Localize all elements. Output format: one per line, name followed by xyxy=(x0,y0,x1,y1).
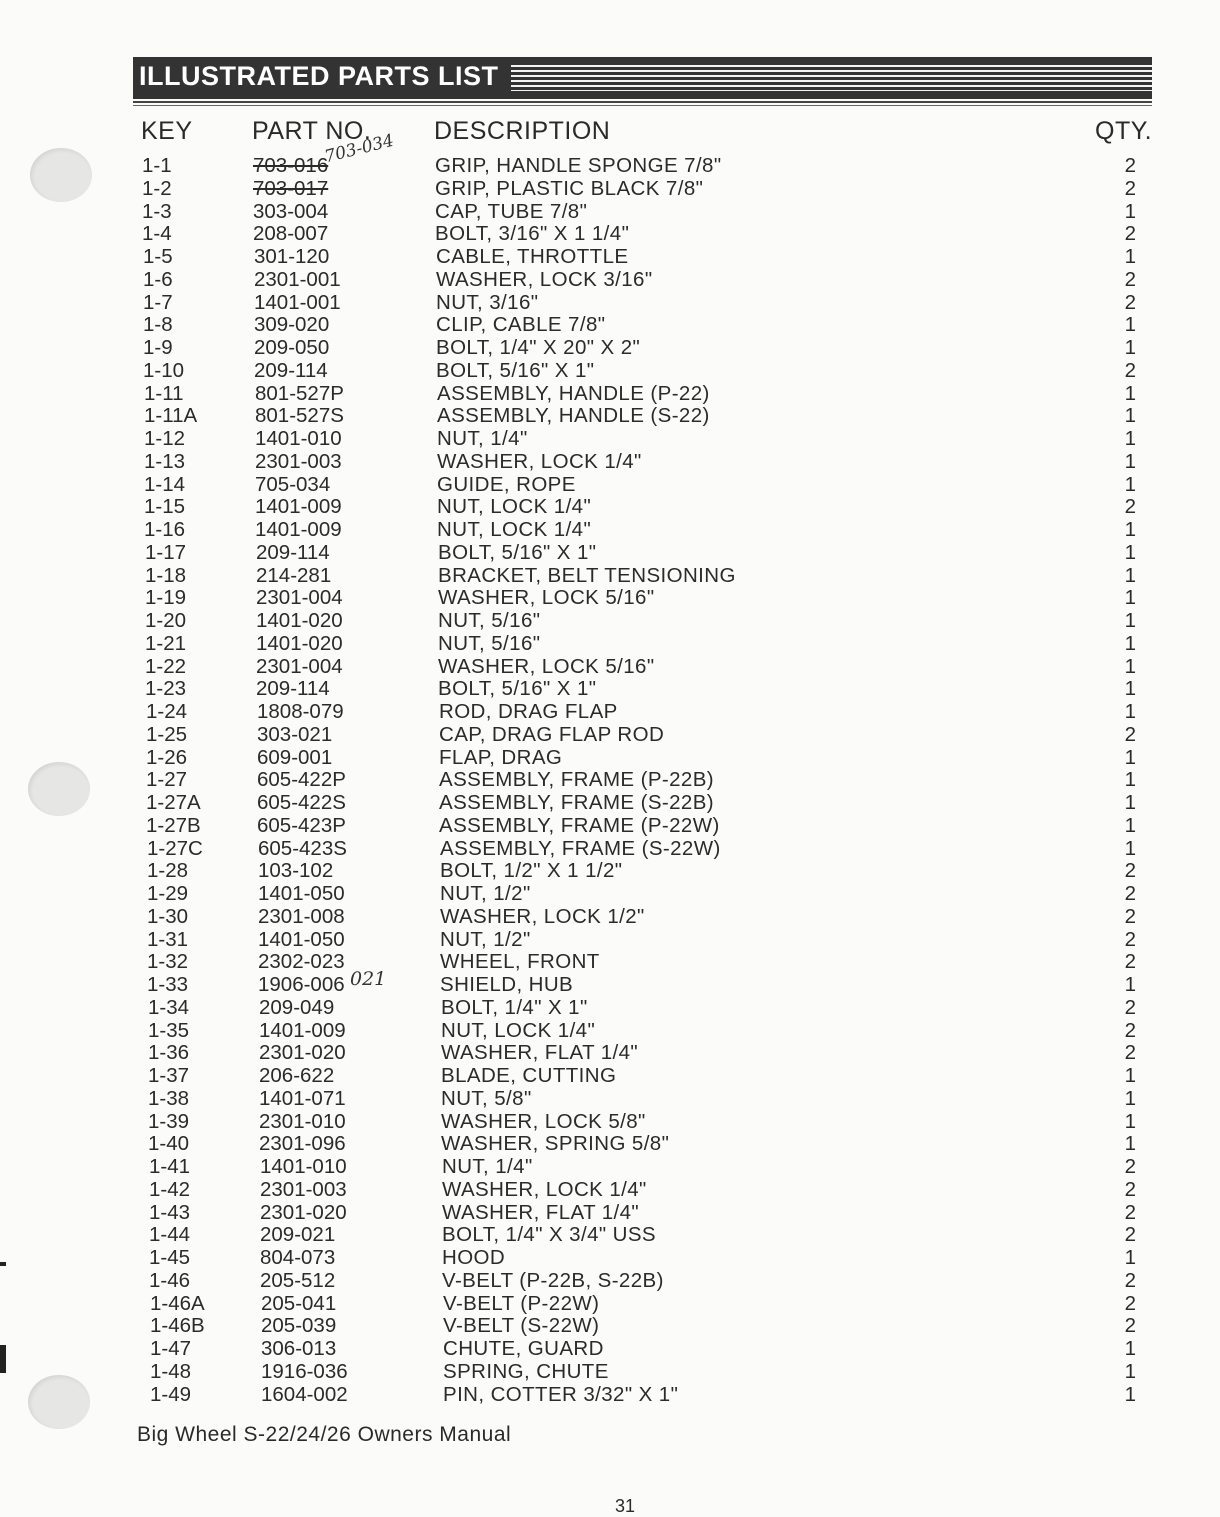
row-qty: 2 xyxy=(1124,176,1136,200)
handwritten-correction: 703-034 xyxy=(322,130,397,168)
table-row xyxy=(0,587,1220,609)
table-row xyxy=(0,1156,1220,1178)
table-row xyxy=(0,1111,1220,1133)
table-row xyxy=(0,496,1220,518)
row-qty: 1 xyxy=(1124,518,1136,541)
row-qty: 2 xyxy=(1124,1314,1136,1338)
row-part-number: 1916-036 xyxy=(261,1359,348,1383)
row-description: BOLT, 1/4" X 20" X 2" xyxy=(436,336,641,359)
row-qty: 1 xyxy=(1124,1382,1136,1406)
row-qty: 1 xyxy=(1124,631,1136,655)
row-qty: 1 xyxy=(1124,836,1136,860)
row-part-number: 205-039 xyxy=(261,1314,337,1338)
row-part-number: 306-013 xyxy=(261,1337,337,1360)
row-qty: 1 xyxy=(1124,1086,1136,1110)
row-part-number: 1604-002 xyxy=(261,1382,348,1406)
row-qty: 1 xyxy=(1124,563,1136,587)
row-description: BLADE, CUTTING xyxy=(441,1064,617,1087)
table-row xyxy=(0,1361,1220,1383)
row-part-number: 1401-010 xyxy=(255,427,342,450)
row-description: V-BELT (P-22B, S-22B) xyxy=(442,1268,664,1292)
row-description: WASHER, LOCK 3/16" xyxy=(436,267,653,291)
row-description: V-BELT (P-22W) xyxy=(443,1291,600,1315)
row-part-number: 2302-023 xyxy=(258,950,345,974)
table-row xyxy=(0,428,1220,450)
row-qty: 2 xyxy=(1124,1041,1136,1065)
row-qty: 1 xyxy=(1124,540,1136,564)
row-description: BOLT, 1/4" X 3/4" USS xyxy=(442,1223,657,1247)
row-part-number: 205-041 xyxy=(261,1291,337,1315)
row-description: NUT, 1/2" xyxy=(440,882,531,905)
row-part-number: 605-423P xyxy=(257,813,346,837)
row-part-number: 703-017 xyxy=(253,176,329,200)
row-qty: 2 xyxy=(1124,495,1136,519)
row-part-number: 801-527P xyxy=(255,381,344,405)
row-part-number: 1401-009 xyxy=(255,518,342,541)
row-description: PIN, COTTER 3/32" X 1" xyxy=(443,1382,679,1406)
row-key: 1-25 xyxy=(146,722,188,746)
row-description: CLIP, CABLE 7/8" xyxy=(436,313,606,337)
row-qty: 1 xyxy=(1124,700,1136,723)
row-qty: 2 xyxy=(1124,1177,1136,1201)
row-description: BOLT, 3/16" X 1 1/4" xyxy=(435,222,630,246)
row-description: WASHER, LOCK 5/16" xyxy=(438,654,655,678)
row-key: 1-48 xyxy=(150,1359,192,1383)
table-row xyxy=(0,565,1220,587)
row-key: 1-12 xyxy=(144,427,186,450)
row-part-number: 2301-003 xyxy=(260,1177,347,1201)
row-key: 1-2 xyxy=(142,176,172,200)
row-key: 1-27 xyxy=(146,768,188,792)
table-row xyxy=(0,542,1220,564)
row-qty: 2 xyxy=(1124,1155,1136,1178)
row-key: 1-42 xyxy=(149,1177,191,1201)
row-qty: 1 xyxy=(1124,449,1136,473)
row-part-number: 209-114 xyxy=(256,677,330,701)
row-qty: 2 xyxy=(1124,154,1136,177)
row-description: WASHER, LOCK 5/8" xyxy=(441,1109,646,1133)
table-row xyxy=(0,314,1220,336)
row-key: 1-38 xyxy=(148,1086,190,1110)
row-description: NUT, 1/2" xyxy=(440,927,531,951)
row-qty: 1 xyxy=(1124,427,1136,450)
row-qty: 1 xyxy=(1124,1132,1136,1156)
table-row xyxy=(0,656,1220,678)
column-header-part-no: PART NO. xyxy=(252,117,372,145)
row-qty: 1 xyxy=(1124,609,1136,632)
row-part-number: 303-021 xyxy=(257,722,333,746)
row-key: 1-26 xyxy=(146,745,188,769)
row-qty: 1 xyxy=(1124,313,1136,337)
row-qty: 2 xyxy=(1124,995,1136,1019)
row-key: 1-46B xyxy=(150,1314,205,1338)
row-qty: 2 xyxy=(1124,904,1136,928)
row-qty: 2 xyxy=(1124,290,1136,314)
table-row xyxy=(0,974,1220,996)
row-description: ASSEMBLY, FRAME (P-22B) xyxy=(439,768,715,792)
row-key: 1-6 xyxy=(143,267,173,291)
row-qty: 2 xyxy=(1124,1018,1136,1042)
table-row xyxy=(0,815,1220,837)
row-description: HOOD xyxy=(442,1246,506,1269)
row-part-number: 1401-010 xyxy=(260,1155,347,1178)
table-row xyxy=(0,246,1220,268)
row-description: NUT, LOCK 1/4" xyxy=(437,518,592,541)
page-number: 31 xyxy=(615,1496,636,1516)
row-key: 1-21 xyxy=(145,631,187,655)
row-qty: 1 xyxy=(1124,404,1136,428)
row-description: NUT, 5/16" xyxy=(438,631,541,655)
table-row xyxy=(0,792,1220,814)
page-title: ILLUSTRATED PARTS LIST xyxy=(139,61,499,91)
row-key: 1-9 xyxy=(143,336,173,359)
table-row xyxy=(0,929,1220,951)
table-row xyxy=(0,1133,1220,1155)
table-row xyxy=(0,223,1220,245)
row-part-number: 301-120 xyxy=(254,245,330,268)
row-description: WASHER, LOCK 1/4" xyxy=(437,449,642,473)
row-description: SHIELD, HUB xyxy=(440,973,574,996)
row-key: 1-15 xyxy=(144,495,186,519)
row-part-number: 1401-001 xyxy=(254,290,341,314)
table-row xyxy=(0,1270,1220,1292)
row-description: WASHER, FLAT 1/4" xyxy=(441,1041,639,1065)
row-description: CABLE, THROTTLE xyxy=(436,245,629,268)
row-description: BOLT, 1/2" X 1 1/2" xyxy=(440,859,623,883)
column-header-qty: QTY. xyxy=(1095,117,1153,145)
row-qty: 2 xyxy=(1124,1268,1136,1292)
row-key: 1-45 xyxy=(149,1246,191,1269)
row-description: WASHER, LOCK 1/4" xyxy=(442,1177,647,1201)
row-key: 1-13 xyxy=(144,449,186,473)
row-part-number: 303-004 xyxy=(253,199,329,223)
row-description: ASSEMBLY, FRAME (P-22W) xyxy=(439,813,720,837)
row-part-number: 705-034 xyxy=(255,472,331,496)
row-key: 1-11A xyxy=(144,404,198,428)
row-key: 1-46 xyxy=(149,1268,191,1292)
row-description: ASSEMBLY, HANDLE (S-22) xyxy=(437,404,710,428)
row-key: 1-32 xyxy=(147,950,189,974)
row-key: 1-19 xyxy=(145,586,187,610)
table-row xyxy=(0,201,1220,223)
table-row xyxy=(0,1065,1220,1087)
row-description: ROD, DRAG FLAP xyxy=(439,700,618,723)
row-qty: 1 xyxy=(1124,472,1136,496)
table-row xyxy=(0,860,1220,882)
row-key: 1-43 xyxy=(149,1200,191,1224)
row-description: BOLT, 1/4" X 1" xyxy=(441,995,588,1019)
row-part-number: 605-422P xyxy=(257,768,346,792)
table-row xyxy=(0,1338,1220,1360)
row-qty: 1 xyxy=(1124,1246,1136,1269)
table-row xyxy=(0,383,1220,405)
row-qty: 1 xyxy=(1124,336,1136,359)
table-row xyxy=(0,951,1220,973)
row-key: 1-49 xyxy=(150,1382,192,1406)
row-part-number: 1401-050 xyxy=(258,927,345,951)
row-qty: 1 xyxy=(1124,768,1136,792)
row-part-number: 1401-009 xyxy=(259,1018,346,1042)
table-row xyxy=(0,1020,1220,1042)
table-row xyxy=(0,701,1220,723)
row-key: 1-31 xyxy=(147,927,189,951)
table-row xyxy=(0,678,1220,700)
row-key: 1-41 xyxy=(149,1155,191,1178)
row-key: 1-10 xyxy=(143,358,185,382)
table-row xyxy=(0,178,1220,200)
table-row xyxy=(0,155,1220,177)
table-row xyxy=(0,474,1220,496)
table-row xyxy=(0,1293,1220,1315)
row-description: FLAP, DRAG xyxy=(439,745,563,769)
row-qty: 1 xyxy=(1124,1337,1136,1360)
row-key: 1-28 xyxy=(147,859,189,883)
row-description: CAP, DRAG FLAP ROD xyxy=(439,722,665,746)
row-key: 1-40 xyxy=(148,1132,190,1156)
table-row xyxy=(0,747,1220,769)
row-qty: 2 xyxy=(1124,882,1136,905)
row-part-number: 209-021 xyxy=(260,1223,336,1247)
row-description: GRIP, HANDLE SPONGE 7/8" xyxy=(435,154,722,177)
row-description: CAP, TUBE 7/8" xyxy=(435,199,588,223)
row-description: WASHER, LOCK 1/2" xyxy=(440,904,645,928)
row-key: 1-39 xyxy=(148,1109,190,1133)
row-qty: 2 xyxy=(1124,358,1136,382)
table-row xyxy=(0,997,1220,1019)
row-part-number: 206-622 xyxy=(259,1064,335,1087)
row-description: BOLT, 5/16" X 1" xyxy=(438,540,597,564)
row-description: BOLT, 5/16" X 1" xyxy=(436,358,595,382)
table-row xyxy=(0,269,1220,291)
row-key: 1-37 xyxy=(148,1064,190,1087)
row-part-number: 2301-001 xyxy=(254,267,341,291)
table-row xyxy=(0,360,1220,382)
row-qty: 1 xyxy=(1124,199,1136,223)
row-qty: 1 xyxy=(1124,1109,1136,1133)
handwritten-correction: 021 xyxy=(350,968,387,990)
row-part-number: 209-114 xyxy=(254,358,328,382)
table-row xyxy=(0,337,1220,359)
row-qty: 2 xyxy=(1124,267,1136,291)
row-qty: 1 xyxy=(1124,586,1136,610)
banner-stripes xyxy=(511,65,1152,91)
row-part-number: 801-527S xyxy=(255,404,344,428)
row-part-number: 1401-071 xyxy=(259,1086,346,1110)
row-key: 1-29 xyxy=(147,882,189,905)
row-description: WASHER, LOCK 5/16" xyxy=(438,586,655,610)
row-qty: 2 xyxy=(1124,927,1136,951)
row-part-number: 609-001 xyxy=(257,745,333,769)
row-description: NUT, 1/4" xyxy=(437,427,528,450)
row-part-number: 2301-004 xyxy=(256,654,343,678)
row-qty: 1 xyxy=(1124,654,1136,678)
row-part-number: 1906-006 xyxy=(258,973,345,996)
footer-title: Big Wheel S-22/24/26 Owners Manual xyxy=(137,1423,512,1446)
row-part-number: 2301-096 xyxy=(259,1132,346,1156)
row-part-number: 2301-020 xyxy=(259,1041,346,1065)
table-row xyxy=(0,724,1220,746)
row-key: 1-16 xyxy=(144,518,186,541)
row-key: 1-17 xyxy=(145,540,187,564)
row-part-number: 208-007 xyxy=(253,222,329,246)
row-qty: 1 xyxy=(1124,1064,1136,1087)
row-part-number: 703-016 xyxy=(253,154,329,177)
row-part-number: 209-049 xyxy=(259,995,335,1019)
table-row xyxy=(0,610,1220,632)
row-key: 1-36 xyxy=(148,1041,190,1065)
row-qty: 2 xyxy=(1124,1200,1136,1224)
table-row xyxy=(0,1202,1220,1224)
row-key: 1-11 xyxy=(144,381,184,405)
row-description: NUT, 5/16" xyxy=(438,609,541,632)
row-key: 1-34 xyxy=(148,995,190,1019)
row-description: NUT, 5/8" xyxy=(441,1086,532,1110)
row-key: 1-18 xyxy=(145,563,187,587)
row-key: 1-7 xyxy=(143,290,173,314)
row-qty: 1 xyxy=(1124,973,1136,996)
row-description: NUT, LOCK 1/4" xyxy=(441,1018,596,1042)
row-key: 1-20 xyxy=(145,609,187,632)
row-qty: 2 xyxy=(1124,950,1136,974)
row-key: 1-46A xyxy=(150,1291,205,1315)
row-part-number: 1808-079 xyxy=(257,700,344,723)
table-row xyxy=(0,769,1220,791)
row-qty: 1 xyxy=(1124,745,1136,769)
row-qty: 2 xyxy=(1124,1223,1136,1247)
row-key: 1-24 xyxy=(146,700,188,723)
row-key: 1-4 xyxy=(142,222,172,246)
row-part-number: 2301-020 xyxy=(260,1200,347,1224)
row-qty: 2 xyxy=(1124,722,1136,746)
row-part-number: 1401-020 xyxy=(256,631,343,655)
row-description: GUIDE, ROPE xyxy=(437,472,576,496)
row-description: ASSEMBLY, FRAME (S-22B) xyxy=(439,791,715,814)
table-row xyxy=(0,292,1220,314)
row-key: 1-30 xyxy=(147,904,189,928)
row-qty: 2 xyxy=(1124,859,1136,883)
table-row xyxy=(0,1224,1220,1246)
row-part-number: 2301-010 xyxy=(259,1109,346,1133)
row-part-number: 1401-009 xyxy=(255,495,342,519)
table-row xyxy=(0,519,1220,541)
row-description: SPRING, CHUTE xyxy=(443,1359,609,1383)
row-part-number: 209-050 xyxy=(254,336,330,359)
row-qty: 1 xyxy=(1124,1359,1136,1383)
row-description: ASSEMBLY, FRAME (S-22W) xyxy=(440,836,721,860)
row-description: NUT, 1/4" xyxy=(442,1155,533,1178)
row-qty: 1 xyxy=(1124,245,1136,268)
row-description: BOLT, 5/16" X 1" xyxy=(438,677,597,701)
row-part-number: 1401-050 xyxy=(258,882,345,905)
row-part-number: 1401-020 xyxy=(256,609,343,632)
table-row xyxy=(0,1088,1220,1110)
row-description: NUT, LOCK 1/4" xyxy=(437,495,592,519)
row-description: BRACKET, BELT TENSIONING xyxy=(438,563,736,587)
column-header-description: DESCRIPTION xyxy=(434,117,611,145)
row-key: 1-27C xyxy=(147,836,203,860)
row-qty: 2 xyxy=(1124,1291,1136,1315)
row-key: 1-23 xyxy=(145,677,187,701)
row-key: 1-27B xyxy=(146,813,201,837)
row-part-number: 605-423S xyxy=(258,836,347,860)
row-key: 1-14 xyxy=(144,472,186,496)
row-qty: 2 xyxy=(1124,222,1136,246)
table-row xyxy=(0,1042,1220,1064)
row-part-number: 309-020 xyxy=(254,313,330,337)
row-part-number: 103-102 xyxy=(258,859,334,883)
row-part-number: 804-073 xyxy=(260,1246,336,1269)
row-key: 1-33 xyxy=(147,973,189,996)
row-key: 1-44 xyxy=(149,1223,191,1247)
row-part-number: 205-512 xyxy=(260,1268,336,1292)
row-part-number: 2301-003 xyxy=(255,449,342,473)
row-qty: 1 xyxy=(1124,677,1136,701)
row-qty: 1 xyxy=(1124,813,1136,837)
table-row xyxy=(0,1384,1220,1406)
row-key: 1-47 xyxy=(150,1337,192,1360)
header-rule xyxy=(133,101,1152,103)
table-row xyxy=(0,451,1220,473)
table-row xyxy=(0,883,1220,905)
row-description: V-BELT (S-22W) xyxy=(443,1314,600,1338)
row-key: 1-22 xyxy=(145,654,187,678)
row-part-number: 2301-004 xyxy=(256,586,343,610)
row-key: 1-27A xyxy=(146,791,201,814)
row-key: 1-1 xyxy=(142,154,172,177)
row-part-number: 214-281 xyxy=(256,563,332,587)
table-row xyxy=(0,633,1220,655)
header-rule xyxy=(133,105,1152,106)
row-key: 1-3 xyxy=(142,199,172,223)
row-key: 1-5 xyxy=(143,245,173,268)
row-key: 1-8 xyxy=(143,313,173,337)
row-description: NUT, 3/16" xyxy=(436,290,539,314)
row-description: ASSEMBLY, HANDLE (P-22) xyxy=(437,381,710,405)
table-row xyxy=(0,405,1220,427)
table-row xyxy=(0,1179,1220,1201)
row-description: WASHER, SPRING 5/8" xyxy=(441,1132,670,1156)
table-row xyxy=(0,906,1220,928)
row-description: CHUTE, GUARD xyxy=(443,1337,604,1360)
row-key: 1-35 xyxy=(148,1018,190,1042)
title-banner xyxy=(133,57,1152,99)
row-part-number: 605-422S xyxy=(257,791,346,814)
table-row xyxy=(0,1247,1220,1269)
row-description: WASHER, FLAT 1/4" xyxy=(442,1200,640,1224)
table-row xyxy=(0,1315,1220,1337)
row-qty: 1 xyxy=(1124,791,1136,814)
row-part-number: 209-114 xyxy=(256,540,330,564)
row-description: GRIP, PLASTIC BLACK 7/8" xyxy=(435,176,704,200)
column-header-key: KEY xyxy=(141,117,193,145)
row-description: WHEEL, FRONT xyxy=(440,950,600,974)
row-part-number: 2301-008 xyxy=(258,904,345,928)
row-qty: 1 xyxy=(1124,381,1136,405)
table-row xyxy=(0,838,1220,860)
